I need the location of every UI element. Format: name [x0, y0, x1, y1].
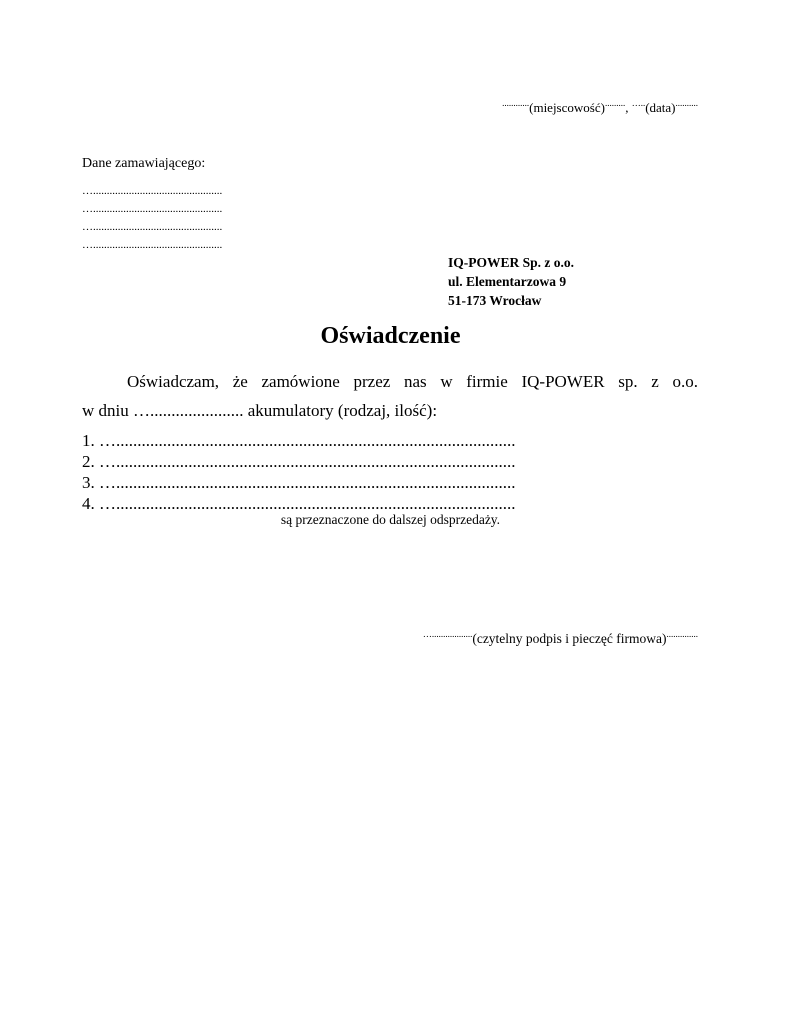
client-line-1: …............................................... [82, 185, 223, 197]
client-line-2: …............................................... [82, 203, 223, 215]
list-item: 2. ….............................................................................................. [82, 452, 516, 471]
client-line-4: …............................................... [82, 239, 223, 251]
client-line-3: …............................................... [82, 221, 223, 233]
statement-text [82, 367, 698, 425]
signature-dots-after: .............. [666, 629, 698, 639]
date-dots-before: ….. [631, 98, 646, 108]
date-dots-after: .......... [675, 98, 698, 108]
list-item: 4. ….............................................................................................. [82, 494, 516, 513]
place-label: (miejscowość) [529, 100, 605, 115]
document-title: Oświadczenie [320, 323, 461, 349]
statement-line-1: Oświadczam, że zamówione przez nas w firmie IQ-POWER sp. z o.o. [127, 372, 698, 391]
place-dots-after: ......... [604, 98, 626, 108]
purpose-text: są przeznaczone do dalszej odsprzedaży. [280, 512, 501, 527]
signature-line [423, 629, 698, 647]
statement-line-2: w dniu …...................... akumulatory (rodzaj, ilość): [82, 401, 438, 420]
signature-label: (czytelny podpis i pieczęć firmowa) [472, 631, 667, 646]
list-item: 1. ….............................................................................................. [82, 431, 516, 450]
client-data-lines [82, 182, 222, 254]
place-date-line [502, 98, 698, 116]
addressee-block [448, 253, 574, 310]
place-dots-before: ............ [502, 98, 530, 108]
signature-dots-before: ….................. [422, 629, 473, 639]
addressee-city: 51-173 Wrocław [448, 293, 542, 308]
addressee-street: ul. Elementarzowa 9 [448, 274, 567, 289]
addressee-company: IQ-POWER Sp. z o.o. [448, 255, 575, 270]
place-date-separator: , [625, 100, 632, 115]
client-data-label: Dane zamawiającego: [82, 156, 206, 171]
list-item: 3. ….............................................................................................. [82, 473, 516, 492]
items-list [82, 430, 516, 514]
date-label: (data) [645, 100, 676, 115]
